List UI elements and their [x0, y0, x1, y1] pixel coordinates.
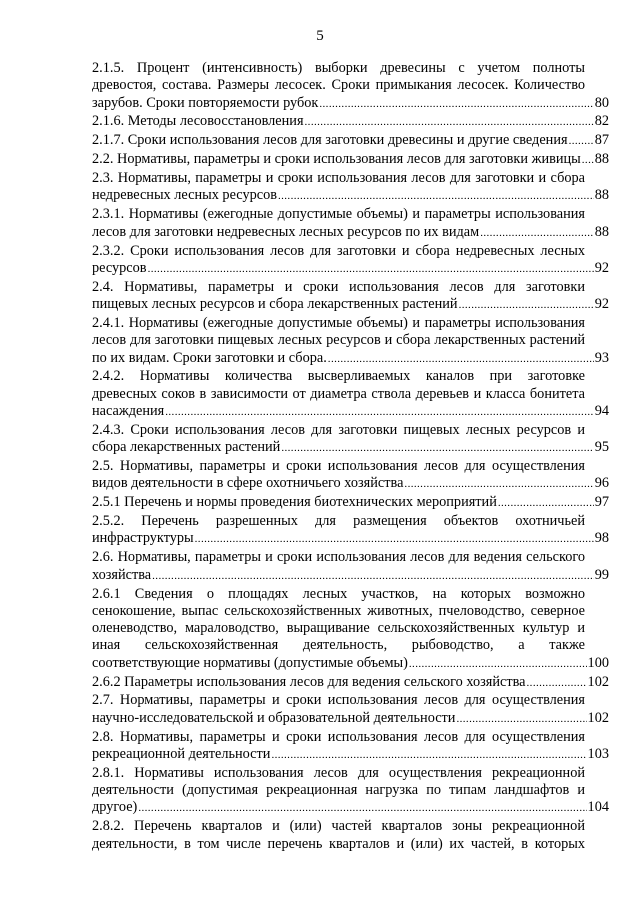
toc-entry[interactable]: [92, 513, 609, 549]
toc-entry-line: 2.1.5. Процент (интенсивность) выборки древесины с учетом полноты: [92, 60, 585, 76]
toc-dot-leader: [138, 800, 586, 817]
toc-entry-title: пищевых лесных ресурсов и сбора лекарственных растений: [92, 296, 458, 313]
toc-page-number: 94: [594, 402, 609, 419]
toc-entry[interactable]: [92, 549, 609, 585]
toc-entry[interactable]: [92, 729, 609, 765]
toc-entry-title: научно-исследовательской и образовательной деятельности: [92, 709, 456, 726]
toc-entry[interactable]: [92, 458, 609, 494]
toc-entry-line: 2.7. Нормативы, параметры и сроки использования лесов для осуществления: [92, 692, 585, 709]
toc-entry-last-line: [92, 403, 609, 421]
toc-entry[interactable]: [92, 243, 609, 279]
toc-page-number: 103: [587, 745, 609, 762]
toc-entry-title: другое): [92, 799, 138, 816]
toc-dot-leader: [459, 297, 594, 314]
toc-page-number: 88: [594, 223, 609, 240]
toc-entry[interactable]: [92, 368, 609, 421]
toc-entry-line: древостоя, состава. Размеры лесосек. Сроки примыкания лесосек. Количество: [92, 77, 585, 94]
toc-entry-title: инфраструктуры: [92, 530, 194, 547]
toc-entry-last-line: [92, 113, 609, 131]
toc-entry-last-line: [92, 350, 609, 368]
toc-entry-line: 2.5. Нормативы, параметры и сроки использования лесов для осуществления: [92, 458, 585, 475]
toc-entry-title: 2.2. Нормативы, параметры и сроки использования лесов для заготовки живицы: [92, 151, 581, 168]
toc-page-number: 92: [594, 259, 609, 276]
toc-entry[interactable]: [92, 674, 609, 692]
toc-dot-leader: [328, 351, 594, 368]
toc-dot-leader: [305, 114, 594, 131]
toc-entry-title: 2.5.1 Перечень и нормы проведения биотехнических мероприятий: [92, 494, 497, 511]
toc-dot-leader: [498, 495, 594, 512]
toc-entry-last-line: [92, 567, 609, 585]
toc-entry-line: 2.5.2. Перечень разрешенных для размещения объектов охотничьей: [92, 513, 585, 530]
toc-page-number: 95: [594, 439, 609, 456]
toc-entry-last-line: [92, 95, 609, 113]
toc-page-number: 97: [594, 494, 609, 511]
toc-entry[interactable]: [92, 151, 609, 169]
toc-entry-title: видов деятельности в сфере охотничьего хозяйства: [92, 475, 404, 492]
toc-entry-title: недревесных лесных ресурсов: [92, 187, 277, 204]
toc-dot-leader: [527, 675, 587, 692]
toc-entry-last-line: [92, 746, 609, 764]
toc-entry[interactable]: [92, 279, 609, 315]
toc-entry-line: древесных соков в зависимости от диаметра ствола деревьев и класса бонитета: [92, 385, 585, 402]
toc-entry-title: 2.6.2 Параметры использования лесов для ведения сельского хозяйства: [92, 673, 526, 690]
toc-dot-leader: [569, 133, 594, 150]
toc-entry[interactable]: [92, 765, 609, 818]
toc-entry-last-line: [92, 439, 609, 457]
table-of-contents: [92, 60, 609, 853]
toc-entry-line: лесов для заготовки пищевых лесных ресурсов и сбора лекарственных растений: [92, 332, 585, 349]
toc-entry-line: 2.4.2. Нормативы количества высверливаемых каналов при заготовке: [92, 368, 585, 385]
toc-entry-line: 2.6.1 Сведения о площадях лесных участков, на которых возможно: [92, 585, 585, 602]
toc-entry-last-line: [92, 224, 609, 242]
toc-entry-title: ресурсов: [92, 259, 147, 276]
toc-page-number: 80: [594, 94, 609, 111]
toc-entry[interactable]: [92, 170, 609, 206]
toc-dot-leader: [271, 747, 586, 764]
toc-entry-title: лесов для заготовки недревесных лесных ресурсов по их видам: [92, 223, 480, 240]
toc-entry-title: рекреационной деятельности: [92, 745, 271, 762]
toc-entry[interactable]: [92, 586, 609, 673]
toc-entry-line: оленеводство, мараловодство, выращивание сельскохозяйственных культур и: [92, 620, 585, 637]
toc-page-number: 88: [594, 151, 609, 168]
toc-page-number: 96: [594, 475, 609, 492]
toc-entry-line: иная сельскохозяйственная деятельность, рыбоводство, а также: [92, 637, 585, 654]
page-number: 5: [316, 28, 324, 44]
toc-entry-last-line: [92, 799, 609, 817]
toc-dot-leader: [195, 531, 594, 548]
toc-dot-leader: [319, 96, 593, 113]
toc-page-number: 104: [587, 799, 609, 816]
toc-entry-line: 2.8. Нормативы, параметры и сроки использования лесов для осуществления: [92, 728, 585, 745]
toc-entry-line: сенокошение, выпас сельскохозяйственных животных, пчеловодство, северное: [92, 602, 585, 619]
toc-entry-last-line: [92, 475, 609, 493]
toc-page-number: 100: [587, 654, 609, 671]
toc-entry-title: сбора лекарственных растений: [92, 439, 281, 456]
toc-entry-last-line: [92, 187, 609, 205]
toc-dot-leader: [281, 440, 593, 457]
toc-entry-line: 2.3.2. Сроки использования лесов для заготовки и сбора недревесных лесных: [92, 242, 585, 259]
toc-entry[interactable]: [92, 60, 609, 113]
toc-page-number: 92: [594, 296, 609, 313]
toc-entry-last-line: [92, 494, 609, 512]
toc-page-number: 99: [594, 566, 609, 583]
toc-dot-leader: [152, 568, 594, 585]
toc-entry-line: 2.6. Нормативы, параметры и сроки использования лесов для ведения сельского: [92, 549, 585, 566]
toc-page-number: 102: [587, 709, 609, 726]
toc-entry-last-line: [92, 260, 609, 278]
toc-dot-leader: [278, 188, 594, 205]
toc-entry-last-line: [92, 132, 609, 150]
toc-entry-title: насаждения: [92, 402, 165, 419]
toc-page-number: 87: [594, 132, 609, 149]
toc-dot-leader: [148, 261, 594, 278]
toc-page-number: 82: [594, 113, 609, 130]
toc-entry-title: зарубов. Сроки повторяемости рубок: [92, 94, 319, 111]
toc-dot-leader: [165, 404, 593, 421]
toc-entry-line: 2.4. Нормативы, параметры и сроки использования лесов для заготовки: [92, 278, 585, 295]
toc-entry-line: 2.8.1. Нормативы использования лесов для осуществления рекреационной: [92, 764, 585, 781]
toc-dot-leader: [480, 225, 594, 242]
toc-entry-last-line: [92, 710, 609, 728]
toc-entry-title: 2.1.6. Методы лесовосстановления: [92, 113, 304, 130]
toc-entry-line: 2.3.1. Нормативы (ежегодные допустимые объемы) и параметры использования: [92, 206, 585, 223]
toc-entry[interactable]: [92, 818, 609, 853]
toc-entry[interactable]: [92, 422, 609, 458]
toc-page-number: 102: [587, 673, 609, 690]
toc-entry-line: 2.4.1. Нормативы (ежегодные допустимые объемы) и параметры использования: [92, 314, 585, 331]
toc-entry[interactable]: [92, 692, 609, 728]
toc-dot-leader: [582, 152, 594, 169]
toc-dot-leader: [404, 476, 593, 493]
toc-page-number: 88: [594, 187, 609, 204]
toc-entry-line: деятельности, в том числе перечень кварталов и (или) их частей, в которых: [92, 835, 585, 852]
toc-entry-last-line: [92, 674, 609, 692]
toc-entry-line: деятельности (допустимая рекреационная нагрузка по типам ландшафтов и: [92, 782, 585, 799]
toc-entry-last-line: [92, 655, 609, 673]
toc-entry-last-line: [92, 296, 609, 314]
toc-entry-title: соответствующие нормативы (допустимые объемы): [92, 654, 408, 671]
toc-entry-last-line: [92, 151, 609, 169]
toc-entry-title: 2.1.7. Сроки использования лесов для заготовки древесины и другие сведения: [92, 132, 568, 149]
toc-dot-leader: [409, 656, 587, 673]
toc-entry[interactable]: [92, 494, 609, 512]
toc-entry-line: 2.3. Нормативы, параметры и сроки использования лесов для заготовки и сбора: [92, 170, 585, 187]
toc-dot-leader: [456, 711, 586, 728]
toc-entry-title: хозяйства: [92, 566, 152, 583]
toc-entry-last-line: [92, 530, 609, 548]
toc-entry-line: 2.4.3. Сроки использования лесов для заготовки пищевых лесных ресурсов и: [92, 421, 585, 438]
toc-entry-title: по их видам. Сроки заготовки и сбора.: [92, 349, 327, 366]
toc-entry-line: 2.8.2. Перечень кварталов и (или) частей кварталов зоны рекреационной: [92, 818, 585, 835]
toc-entry[interactable]: [92, 315, 609, 368]
toc-entry[interactable]: [92, 132, 609, 150]
toc-page-number: 93: [594, 349, 609, 366]
toc-entry[interactable]: [92, 206, 609, 242]
toc-entry[interactable]: [92, 113, 609, 131]
toc-page-number: 98: [594, 530, 609, 547]
